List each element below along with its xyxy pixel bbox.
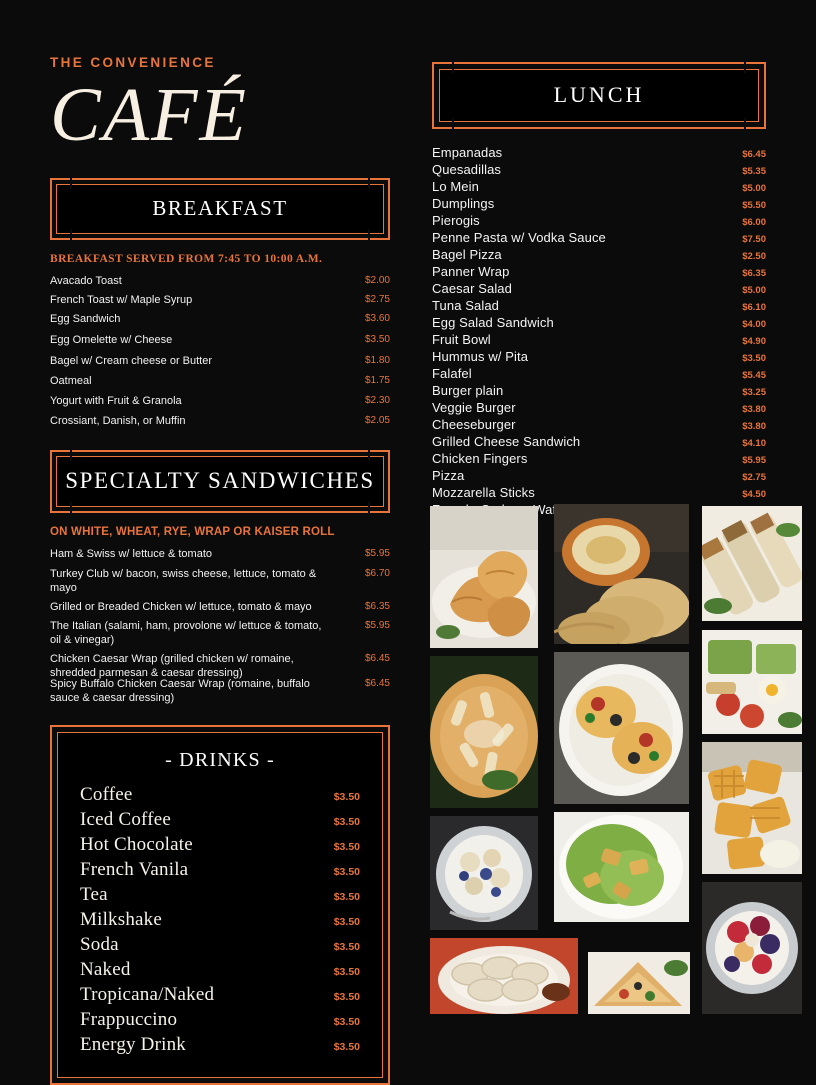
list-item — [432, 400, 766, 415]
item-name: Panner Wrap — [432, 264, 510, 279]
lunch-header — [432, 62, 766, 129]
item-price: $5.35 — [742, 166, 766, 177]
breakfast-list — [50, 274, 390, 429]
item-name: Mozzarella Sticks — [432, 485, 535, 500]
item-price: $2.75 — [364, 293, 390, 305]
item-name: Tea — [80, 884, 108, 906]
list-item — [50, 274, 390, 288]
brand-top-line: THE CONVENIENCE — [50, 55, 216, 70]
item-name: Grilled Cheese Sandwich — [432, 434, 581, 449]
list-item — [80, 859, 360, 881]
item-name: Tropicana/Naked — [80, 984, 215, 1006]
item-name: Egg Omelette w/ Cheese — [50, 334, 173, 347]
frame-notch — [452, 61, 454, 73]
photo-penne-pasta — [430, 656, 538, 808]
lunch-title: LUNCH — [553, 82, 645, 107]
list-item — [80, 959, 360, 981]
item-name: Lo Mein — [432, 179, 479, 194]
item-price: $5.50 — [742, 200, 766, 211]
list-item — [80, 834, 360, 856]
frame-notch — [368, 502, 370, 514]
item-price: $3.80 — [742, 404, 766, 415]
item-price: $1.75 — [364, 375, 390, 387]
photo-caesar-salad — [554, 812, 689, 922]
left-column — [50, 55, 390, 1085]
item-name: Chicken Fingers — [432, 451, 528, 466]
photo-avocado-toast — [702, 630, 802, 734]
lunch-header-inner — [439, 69, 759, 122]
frame-notch — [70, 177, 72, 189]
photo-fruit-bowl — [702, 882, 802, 1014]
photo-empanadas — [430, 506, 538, 648]
sandwiches-list — [50, 547, 390, 705]
item-name: Yogurt with Fruit & Granola — [50, 395, 182, 408]
drinks-section — [50, 725, 390, 1085]
drinks-inner — [57, 732, 383, 1078]
item-name: Energy Drink — [80, 1034, 187, 1056]
list-item — [432, 230, 766, 245]
item-price: $3.50 — [333, 866, 360, 879]
list-item — [80, 984, 360, 1006]
list-item — [80, 784, 360, 806]
brand-name: CAFÉ — [50, 73, 248, 157]
item-name: Cheeseburger — [432, 417, 516, 432]
photo-bagel-pizza — [554, 652, 689, 804]
list-item — [80, 809, 360, 831]
photo-quesadilla — [588, 952, 690, 1014]
list-item — [432, 349, 766, 364]
list-item — [432, 434, 766, 449]
list-item — [432, 485, 766, 500]
photo-wraps — [702, 506, 802, 621]
list-item — [432, 366, 766, 381]
list-item — [432, 264, 766, 279]
item-name: Avacado Toast — [50, 274, 122, 287]
item-name: Veggie Burger — [432, 400, 516, 415]
list-item — [80, 1009, 360, 1031]
item-price: $3.50 — [333, 841, 360, 854]
list-item — [50, 414, 390, 428]
item-price: $6.45 — [364, 652, 390, 664]
right-column — [432, 62, 766, 519]
item-price: $3.50 — [333, 1016, 360, 1029]
drinks-title: - DRINKS - — [165, 749, 275, 772]
item-price: $3.50 — [333, 891, 360, 904]
item-name: Fruit Bowl — [432, 332, 491, 347]
list-item — [50, 652, 390, 680]
item-price: $3.50 — [742, 353, 766, 364]
frame-notch — [70, 449, 72, 461]
item-price: $3.50 — [333, 791, 360, 804]
item-price: $2.50 — [742, 251, 766, 262]
item-price: $2.75 — [742, 472, 766, 483]
item-price: $6.45 — [742, 149, 766, 160]
item-price: $1.80 — [364, 355, 390, 367]
photo-waffle-fries — [702, 742, 802, 874]
item-name: The Italian (salami, ham, provolone w/ lettuce & tomato, oil & vinegar) — [50, 619, 322, 646]
lunch-list — [432, 145, 766, 517]
item-name: Frappuccino — [80, 1009, 178, 1031]
item-price: $4.10 — [742, 438, 766, 449]
item-price: $6.45 — [364, 678, 390, 690]
item-price: $2.00 — [364, 274, 390, 286]
breakfast-header — [50, 178, 390, 240]
item-name: Soda — [80, 934, 119, 956]
item-price: $5.00 — [742, 183, 766, 194]
list-item — [80, 884, 360, 906]
item-price: $2.30 — [364, 395, 390, 407]
item-price: $3.50 — [333, 816, 360, 829]
item-price: $3.80 — [742, 421, 766, 432]
frame-notch — [70, 502, 72, 514]
item-price: $5.00 — [742, 285, 766, 296]
photo-hummus-pita — [554, 504, 689, 644]
list-item — [50, 374, 390, 388]
item-price: $4.90 — [742, 336, 766, 347]
list-item — [432, 315, 766, 330]
list-item — [50, 547, 390, 561]
item-price: $5.95 — [364, 619, 390, 631]
item-price: $2.05 — [364, 415, 390, 427]
item-name: Milkshake — [80, 909, 163, 931]
item-name: Spicy Buffalo Chicken Caesar Wrap (romaine, buffalo sauce & caesar dressing) — [50, 678, 310, 705]
list-item — [50, 600, 390, 614]
item-name: Bagel Pizza — [432, 247, 502, 262]
item-price: $3.60 — [364, 312, 390, 324]
frame-notch — [368, 177, 370, 189]
breakfast-title: BREAKFAST — [152, 195, 288, 220]
list-item — [50, 333, 390, 347]
list-item — [432, 468, 766, 483]
photo-collage — [430, 504, 770, 1014]
item-price: $6.70 — [364, 567, 390, 579]
list-item — [50, 354, 390, 368]
item-price: $4.50 — [742, 489, 766, 500]
item-name: Caesar Salad — [432, 281, 512, 296]
list-item — [80, 1034, 360, 1056]
photo-dumplings — [430, 938, 578, 1014]
list-item — [432, 213, 766, 228]
item-name: Dumplings — [432, 196, 495, 211]
list-item — [432, 281, 766, 296]
frame-notch — [452, 118, 454, 130]
item-name: Falafel — [432, 366, 472, 381]
item-name: Burger plain — [432, 383, 504, 398]
item-name: Empanadas — [432, 145, 503, 160]
item-name: Ham & Swiss w/ lettuce & tomato — [50, 548, 212, 561]
item-name: French Vanila — [80, 859, 189, 881]
list-item — [432, 332, 766, 347]
item-price: $6.35 — [742, 268, 766, 279]
item-name: Chicken Caesar Wrap (grilled chicken w/ romaine, shredded parmesan & caesar dressing) — [50, 652, 294, 679]
sandwiches-header-inner — [56, 456, 384, 507]
list-item — [432, 298, 766, 313]
item-price: $6.10 — [742, 302, 766, 313]
sandwiches-title: SPECIALTY SANDWICHES — [65, 468, 375, 494]
frame-notch — [70, 229, 72, 241]
list-item — [432, 383, 766, 398]
list-item — [50, 677, 390, 705]
item-name: Waffle — [533, 502, 570, 517]
item-name: Grilled or Breaded Chicken w/ lettuce, tomato & mayo — [50, 600, 312, 613]
list-item — [432, 247, 766, 262]
item-name: Turkey Club w/ bacon, swiss cheese, lettuce, tomato & mayo — [50, 567, 317, 594]
item-price: $3.50 — [333, 941, 360, 954]
frame-notch — [744, 118, 746, 130]
item-name: Hummus w/ Pita — [432, 349, 529, 364]
item-price: $7.50 — [742, 234, 766, 245]
list-item — [50, 312, 390, 326]
item-price: $6.00 — [742, 217, 766, 228]
item-name: French Toast w/ Maple Syrup — [50, 293, 193, 306]
item-name: Pierogis — [432, 213, 480, 228]
item-name: Bagel w/ Cream cheese or Butter — [50, 355, 213, 368]
frame-notch — [368, 229, 370, 241]
sandwiches-header — [50, 450, 390, 513]
list-item — [80, 909, 360, 931]
item-name: Quesadillas — [432, 162, 502, 177]
item-price: $3.25 — [742, 387, 766, 398]
item-name: Naked — [80, 959, 131, 981]
list-item — [80, 934, 360, 956]
item-price: $3.50 — [333, 991, 360, 1004]
item-price: $4.00 — [742, 319, 766, 330]
item-price: $3.50 — [333, 916, 360, 929]
item-price: $3.50 — [364, 334, 390, 346]
item-price: $3.50 — [333, 1041, 360, 1054]
list-item — [50, 394, 390, 408]
item-name: Oatmeal — [50, 375, 92, 388]
item-price: $3.50 — [333, 966, 360, 979]
list-item — [432, 145, 766, 160]
list-item — [50, 619, 390, 647]
item-price: $5.45 — [742, 370, 766, 381]
list-item — [432, 451, 766, 466]
item-name: Pizza — [432, 468, 465, 483]
item-price: $6.35 — [364, 600, 390, 612]
item-name: Egg Salad Sandwich — [432, 315, 554, 330]
list-item — [50, 293, 390, 307]
frame-notch — [368, 449, 370, 461]
item-name: Iced Coffee — [80, 809, 171, 831]
list-item — [50, 567, 390, 595]
photo-yogurt-granola — [430, 816, 538, 930]
list-item — [432, 417, 766, 432]
item-name: Hot Chocolate — [80, 834, 193, 856]
item-price: $5.95 — [364, 548, 390, 560]
breakfast-note: BREAKFAST SERVED FROM 7:45 TO 10:00 A.M. — [50, 252, 323, 265]
frame-notch — [744, 61, 746, 73]
item-price: $5.95 — [742, 455, 766, 466]
item-name: Coffee — [80, 784, 133, 806]
breakfast-header-inner — [56, 184, 384, 234]
list-item — [432, 196, 766, 211]
item-name: Penne Pasta w/ Vodka Sauce — [432, 230, 606, 245]
sandwiches-note: ON WHITE, WHEAT, RYE, WRAP OR KAISER ROLL — [50, 526, 335, 539]
list-item — [432, 162, 766, 177]
item-name: Tuna Salad — [432, 298, 500, 313]
list-item — [432, 179, 766, 194]
item-name: Egg Sandwich — [50, 312, 121, 325]
item-name: Crossiant, Danish, or Muffin — [50, 415, 186, 428]
